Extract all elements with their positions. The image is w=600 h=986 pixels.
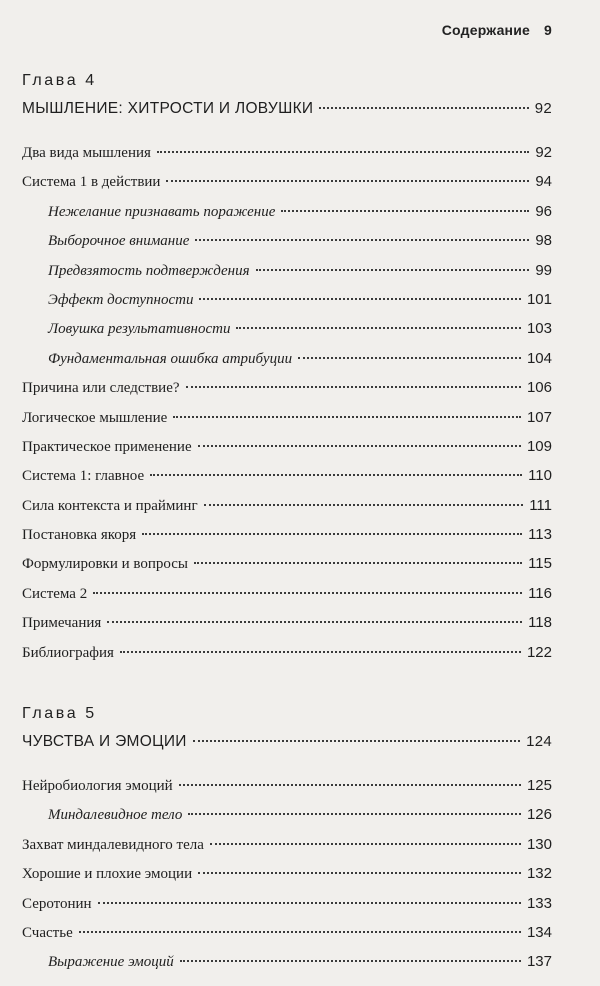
toc-entry[interactable] bbox=[22, 579, 552, 608]
entry-title: Нейробиология эмоций bbox=[22, 778, 173, 795]
entry-page-number: 99 bbox=[535, 261, 552, 279]
dot-leader bbox=[194, 562, 522, 564]
dot-leader bbox=[256, 269, 530, 271]
dot-leader bbox=[281, 210, 529, 212]
entry-title: Практическое применение bbox=[22, 438, 192, 455]
toc-subentry[interactable] bbox=[22, 226, 552, 255]
entry-page-number: 113 bbox=[528, 526, 552, 544]
entry-title: Два вида мышления bbox=[22, 145, 151, 161]
entry-title: Примечания bbox=[22, 615, 102, 632]
entry-page-number: 101 bbox=[526, 290, 552, 308]
dot-leader bbox=[107, 621, 522, 623]
entry-page-number: 116 bbox=[528, 584, 552, 602]
entry-page-number: 122 bbox=[526, 643, 552, 661]
entry-title: Постановка якоря bbox=[22, 527, 137, 544]
entry-page-number: 137 bbox=[526, 953, 552, 971]
chapter-title-row[interactable] bbox=[22, 725, 552, 759]
running-head-page-number: 9 bbox=[544, 22, 552, 38]
entry-title: Выборочное внимание bbox=[48, 233, 190, 250]
dot-leader bbox=[79, 931, 521, 933]
entry-title: Серотонин bbox=[22, 895, 92, 912]
toc-subentry[interactable] bbox=[22, 256, 552, 285]
dot-leader bbox=[180, 960, 521, 962]
chapter-label: Глава 4 bbox=[22, 72, 97, 89]
entry-page-number: 103 bbox=[526, 320, 552, 338]
dot-leader bbox=[166, 180, 529, 182]
toc-entry[interactable] bbox=[22, 859, 552, 888]
entry-title: Система 2 bbox=[22, 585, 88, 602]
toc-entry[interactable] bbox=[22, 138, 552, 167]
entry-page-number: 111 bbox=[529, 496, 552, 514]
dot-leader bbox=[198, 445, 521, 447]
chapter-page-number: 124 bbox=[526, 733, 552, 751]
entry-title: Выражение эмоций bbox=[48, 954, 174, 971]
entry-title: Ловушка результативности bbox=[48, 321, 231, 338]
dot-leader bbox=[179, 784, 521, 786]
entry-title: Захват миндалевидного тела bbox=[22, 836, 204, 853]
entry-title: Система 1 в действии bbox=[22, 174, 161, 191]
entry-title: Нежелание признавать поражение bbox=[48, 203, 276, 220]
toc-subentry[interactable] bbox=[22, 197, 552, 226]
dot-leader bbox=[150, 474, 522, 476]
entry-title: Миндалевидное тело bbox=[48, 807, 183, 824]
toc-subentry[interactable] bbox=[22, 947, 552, 976]
toc-entry[interactable] bbox=[22, 549, 552, 578]
entry-title: Счастье bbox=[22, 924, 73, 941]
entry-page-number: 126 bbox=[526, 806, 552, 824]
chapter-label: Глава 5 bbox=[22, 705, 97, 723]
toc-entry[interactable] bbox=[22, 373, 552, 402]
entry-title: Формулировки и вопросы bbox=[22, 556, 189, 573]
dot-leader bbox=[199, 298, 520, 300]
table-of-contents bbox=[22, 70, 552, 977]
toc-entry[interactable] bbox=[22, 771, 552, 800]
entry-page-number: 125 bbox=[526, 777, 552, 795]
entry-page-number: 96 bbox=[535, 202, 552, 220]
entry-page-number: 94 bbox=[535, 173, 552, 191]
entry-page-number: 106 bbox=[526, 379, 552, 397]
entry-title: Предвзятость подтверждения bbox=[48, 262, 250, 279]
entry-page-number: 98 bbox=[535, 232, 552, 250]
dot-leader bbox=[210, 843, 521, 845]
dot-leader bbox=[157, 151, 529, 153]
dot-leader bbox=[193, 740, 520, 742]
dot-leader bbox=[204, 504, 524, 506]
toc-entry[interactable] bbox=[22, 167, 552, 196]
toc-entry[interactable] bbox=[22, 638, 552, 667]
entry-title: Логическое мышление bbox=[22, 409, 168, 426]
entry-page-number: 130 bbox=[526, 835, 552, 853]
toc-subentry[interactable] bbox=[22, 285, 552, 314]
running-head-title: Содержание bbox=[441, 22, 530, 38]
chapter-title: МЫШЛЕНИЕ: ХИТРОСТИ И ЛОВУШКИ bbox=[22, 100, 314, 117]
running-head bbox=[442, 22, 552, 38]
toc-entry[interactable] bbox=[22, 830, 552, 859]
toc-entry[interactable] bbox=[22, 889, 552, 918]
chapter-page-number: 92 bbox=[534, 100, 552, 117]
entry-title: Библиография bbox=[22, 644, 114, 661]
entry-title: Эффект доступности bbox=[48, 291, 194, 308]
dot-leader bbox=[186, 386, 521, 388]
entry-title: Фундаментальная ошибка атрибуции bbox=[48, 350, 293, 367]
entry-page-number: 134 bbox=[526, 923, 552, 941]
dot-leader bbox=[142, 533, 522, 535]
entry-page-number: 133 bbox=[526, 894, 552, 912]
dot-leader bbox=[188, 813, 521, 815]
chapter-title: ЧУВСТВА И ЭМОЦИИ bbox=[22, 733, 187, 751]
entry-title: Причина или следствие? bbox=[22, 380, 180, 397]
toc-entry[interactable] bbox=[22, 403, 552, 432]
dot-leader bbox=[93, 592, 522, 594]
entry-page-number: 109 bbox=[526, 437, 552, 455]
chapter-title-row[interactable] bbox=[22, 92, 552, 126]
entry-page-number: 115 bbox=[528, 555, 552, 573]
entry-page-number: 132 bbox=[526, 865, 552, 883]
dot-leader bbox=[236, 327, 521, 329]
dot-leader bbox=[319, 107, 528, 109]
dot-leader bbox=[298, 357, 521, 359]
entry-title: Система 1: главное bbox=[22, 468, 145, 485]
entry-title: Сила контекста и прайминг bbox=[22, 497, 198, 514]
toc-entry[interactable] bbox=[22, 520, 552, 549]
toc-entry[interactable] bbox=[22, 918, 552, 947]
toc-entry[interactable] bbox=[22, 608, 552, 637]
toc-subentry[interactable] bbox=[22, 314, 552, 343]
toc-entry[interactable] bbox=[22, 432, 552, 461]
entry-title: Хорошие и плохие эмоции bbox=[22, 866, 193, 883]
entry-page-number: 118 bbox=[528, 614, 552, 632]
dot-leader bbox=[173, 416, 521, 418]
entry-page-number: 104 bbox=[526, 349, 552, 367]
toc-subentry[interactable] bbox=[22, 344, 552, 373]
dot-leader bbox=[120, 651, 521, 653]
toc-subentry[interactable] bbox=[22, 800, 552, 829]
entry-page-number: 110 bbox=[528, 467, 552, 485]
toc-entry[interactable] bbox=[22, 461, 552, 490]
dot-leader bbox=[98, 902, 521, 904]
dot-leader bbox=[198, 872, 521, 874]
entry-page-number: 107 bbox=[526, 408, 552, 426]
toc-entry[interactable] bbox=[22, 491, 552, 520]
entry-page-number: 92 bbox=[535, 144, 552, 161]
dot-leader bbox=[195, 239, 529, 241]
